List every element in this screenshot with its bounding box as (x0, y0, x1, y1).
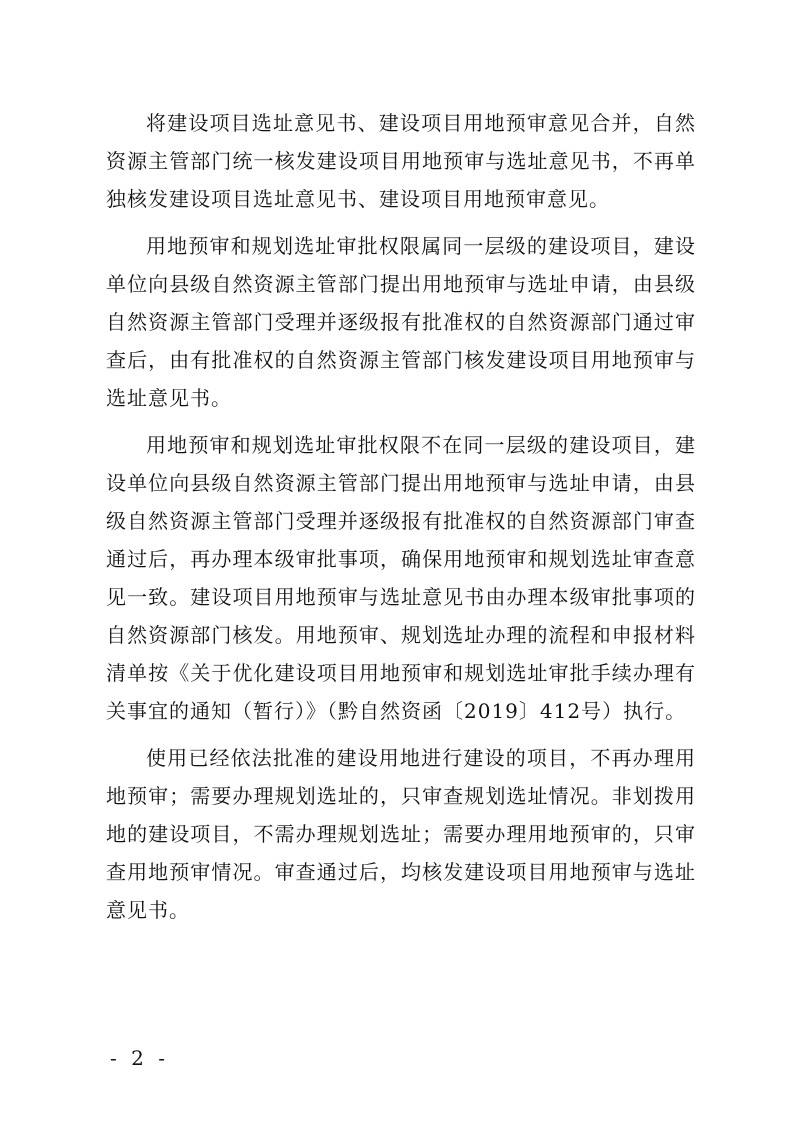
document-body (106, 104, 696, 938)
paragraph-same-level: 用地预审和规划选址审批权限属同一层级的建设项目，建设单位向县级自然资源主管部门提出用地预审与选址申请，由县级自然资源主管部门受理并逐级报有批准权的自然资源部门通过审查后，由有批准权的自然资源主管部门核发建设项目用地预审与选址意见书。 (106, 234, 696, 410)
paragraph-different-level: 用地预审和规划选址审批权限不在同一层级的建设项目，建设单位向县级自然资源主管部门提出用地预审与选址申请，由县级自然资源主管部门受理并逐级报有批准权的自然资源部门审查通过后，再办理本级审批事项，确保用地预审和规划选址审查意见一致。建设项目用地预审与选址意见书由办理本级审批事项的自然资源部门核发。用地预审、规划选址办理的流程和申报材料清单按《关于优化建设项目用地预审和规划选址审批手续办理有关事宜的通知（暂行）》（黔自然资函〔2019〕412号）执行。 (106, 433, 696, 723)
paragraph-merge-opinions: 将建设项目选址意见书、建设项目用地预审意见合并，自然资源主管部门统一核发建设项目用地预审与选址意见书，不再单独核发建设项目选址意见书、建设项目用地预审意见。 (106, 111, 696, 211)
paragraph-approved-land: 使用已经依法批准的建设用地进行建设的项目，不再办理用地预审；需要办理规划选址的，只审查规划选址情况。非划拨用地的建设项目，不需办理规划选址；需要办理用地预审的，只审查用地预审情况。审查通过后，均核发建设项目用地预审与选址意见书。 (106, 746, 696, 922)
page-number: - 2 - (110, 1046, 169, 1070)
